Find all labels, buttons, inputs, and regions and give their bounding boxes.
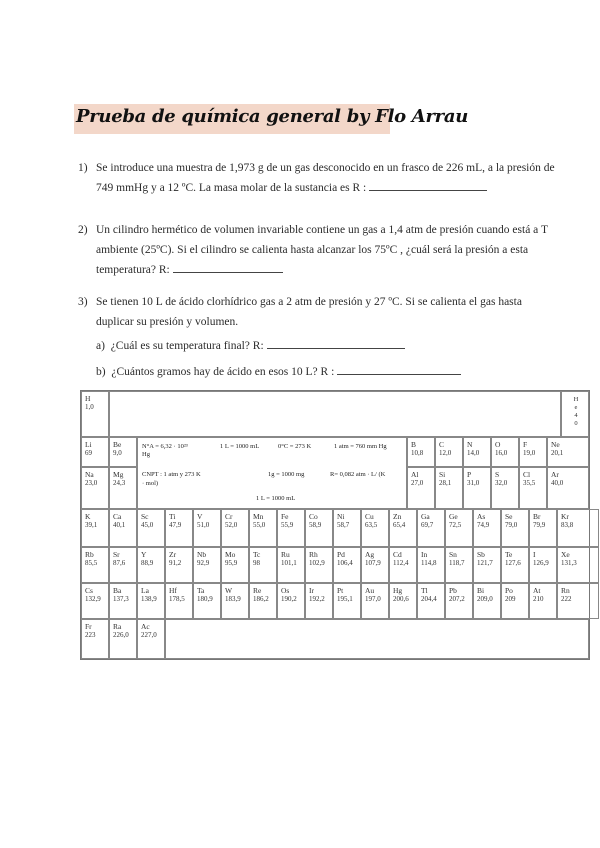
element-mass: 58,9 bbox=[309, 521, 322, 529]
element-symbol: Be bbox=[113, 440, 122, 449]
element-cell bbox=[519, 437, 547, 467]
element-symbol: Te bbox=[505, 550, 513, 559]
element-cell bbox=[81, 547, 109, 583]
element-symbol: Sr bbox=[113, 550, 120, 559]
element-cell bbox=[417, 583, 445, 619]
constant-cnpt: CNPT : 1 atm y 273 K bbox=[142, 471, 201, 478]
question-2 bbox=[78, 220, 578, 280]
element-mass: 16,0 bbox=[495, 449, 508, 457]
element-symbol: Tc bbox=[253, 550, 261, 559]
element-mass: 106,4 bbox=[337, 559, 353, 567]
element-cell bbox=[473, 509, 501, 547]
element-symbol: Ti bbox=[169, 512, 176, 521]
element-mass: 204,4 bbox=[421, 595, 437, 603]
element-symbol: Pb bbox=[449, 586, 457, 595]
element-mass: 55,9 bbox=[281, 521, 294, 529]
element-cell bbox=[305, 583, 333, 619]
element-cell bbox=[165, 583, 193, 619]
element-symbol: Na bbox=[85, 470, 94, 479]
element-mass: 88,9 bbox=[141, 559, 154, 567]
element-symbol: Ne bbox=[551, 440, 560, 449]
element-cell bbox=[249, 583, 277, 619]
element-cell bbox=[249, 509, 277, 547]
element-cell bbox=[529, 583, 557, 619]
element-symbol: Cu bbox=[365, 512, 374, 521]
element-symbol: Ra bbox=[113, 622, 122, 631]
element-mass: 52,0 bbox=[225, 521, 238, 529]
element-cell bbox=[81, 619, 109, 659]
element-symbol: Ru bbox=[281, 550, 290, 559]
element-symbol: Os bbox=[281, 586, 290, 595]
question-line: Se introduce una muestra de 1,973 g de un gas desconocido en un frasco de 226 mL, a la presión de bbox=[96, 162, 555, 174]
element-cell bbox=[137, 509, 165, 547]
element-mass: 65,4 bbox=[393, 521, 406, 529]
element-mass: 28,1 bbox=[439, 479, 452, 487]
element-mass: 63,5 bbox=[365, 521, 378, 529]
element-mass: 192,2 bbox=[309, 595, 325, 603]
element-cell bbox=[463, 437, 491, 467]
element-mass: 72,5 bbox=[449, 521, 462, 529]
element-cell bbox=[221, 547, 249, 583]
element-mass: 87,6 bbox=[113, 559, 126, 567]
element-mass: 227,0 bbox=[141, 631, 157, 639]
element-mass: 23,0 bbox=[85, 479, 98, 487]
element-cell bbox=[137, 583, 165, 619]
element-cell bbox=[109, 437, 137, 467]
element-mass: 24,3 bbox=[113, 479, 126, 487]
element-symbol: Ag bbox=[365, 550, 375, 559]
element-cell bbox=[529, 509, 557, 547]
element-mass: 58,7 bbox=[337, 521, 350, 529]
element-symbol: B bbox=[411, 440, 417, 449]
element-cell bbox=[109, 619, 137, 659]
question-line: temperatura? R: bbox=[96, 264, 170, 276]
element-symbol: Li bbox=[85, 440, 92, 449]
empty-row-1 bbox=[109, 391, 561, 437]
element-mass: 40,1 bbox=[113, 521, 126, 529]
element-mass: 127,6 bbox=[505, 559, 521, 567]
he-vertical-label bbox=[571, 396, 581, 428]
element-symbol: Au bbox=[365, 586, 375, 595]
empty-row-7 bbox=[165, 619, 589, 659]
periodic-table bbox=[80, 390, 590, 660]
constant-lg: 1g = 1000 mg bbox=[268, 471, 305, 478]
question-number: 3) bbox=[78, 296, 88, 308]
element-symbol: Mg bbox=[113, 470, 124, 479]
element-symbol: Bi bbox=[477, 586, 485, 595]
element-mass: 118,7 bbox=[449, 559, 465, 567]
element-symbol: Cs bbox=[85, 586, 93, 595]
element-mass: 226,0 bbox=[113, 631, 129, 639]
element-mass: 107,9 bbox=[365, 559, 381, 567]
element-symbol: Al bbox=[411, 470, 419, 479]
he-char: H bbox=[573, 396, 579, 403]
element-cell bbox=[109, 547, 137, 583]
element-symbol: Pt bbox=[337, 586, 344, 595]
element-symbol: Ta bbox=[197, 586, 205, 595]
element-symbol: Ni bbox=[337, 512, 345, 521]
element-symbol: Br bbox=[533, 512, 541, 521]
element-mass: 9,0 bbox=[113, 449, 122, 457]
element-symbol: La bbox=[141, 586, 149, 595]
element-cell bbox=[277, 547, 305, 583]
element-cell bbox=[81, 509, 109, 547]
element-cell bbox=[305, 547, 333, 583]
element-mass: 190,2 bbox=[281, 595, 297, 603]
element-symbol: Mo bbox=[225, 550, 236, 559]
element-cell bbox=[193, 509, 221, 547]
element-mass: 200,6 bbox=[393, 595, 409, 603]
question-line: ambiente (25ºC). Si el cilindro se calienta hasta alcanzar los 75ºC , ¿cuál será la presión a esta bbox=[96, 244, 529, 256]
element-symbol: In bbox=[421, 550, 428, 559]
element-mass: 51,0 bbox=[197, 521, 210, 529]
element-cell bbox=[445, 547, 473, 583]
element-symbol: Kr bbox=[561, 512, 569, 521]
page-title: Prueba de química general by Flo Arrau bbox=[76, 106, 468, 127]
element-mass: 98 bbox=[253, 559, 260, 567]
question-number: 2) bbox=[78, 224, 88, 236]
element-mass: 69 bbox=[85, 449, 92, 457]
element-mass: 178,5 bbox=[169, 595, 185, 603]
constant-liter-2: 1 L = 1000 mL bbox=[256, 495, 296, 502]
element-symbol: Hf bbox=[169, 586, 177, 595]
element-cell bbox=[389, 583, 417, 619]
sub-label: b) bbox=[96, 366, 106, 378]
element-cell bbox=[333, 547, 361, 583]
question-line: 749 mmHg y a 12 ºC. La masa molar de la sustancia es R : bbox=[96, 182, 367, 194]
answer-blank[interactable] bbox=[267, 336, 405, 349]
element-cell bbox=[333, 509, 361, 547]
element-symbol: Ge bbox=[449, 512, 458, 521]
element-mass: 55,0 bbox=[253, 521, 266, 529]
element-symbol: Y bbox=[141, 550, 147, 559]
element-mass: 92,9 bbox=[197, 559, 210, 567]
element-cell bbox=[221, 509, 249, 547]
constant-r: R= 0,082 atm · L/ (K bbox=[330, 471, 386, 478]
element-cell bbox=[445, 583, 473, 619]
element-symbol: Ba bbox=[113, 586, 122, 595]
element-cell bbox=[557, 547, 599, 583]
element-mass: 74,9 bbox=[477, 521, 490, 529]
element-symbol: Ir bbox=[309, 586, 314, 595]
element-mass: 102,9 bbox=[309, 559, 325, 567]
element-symbol: Sb bbox=[477, 550, 485, 559]
element-cell bbox=[491, 467, 519, 509]
subquestion-b bbox=[96, 362, 461, 378]
constants-box bbox=[137, 437, 407, 509]
element-mass: 137,3 bbox=[113, 595, 129, 603]
element-symbol: Ga bbox=[421, 512, 430, 521]
element-cell bbox=[445, 509, 473, 547]
element-mass: 131,3 bbox=[561, 559, 577, 567]
element-cell bbox=[193, 583, 221, 619]
element-mass: 69,7 bbox=[421, 521, 434, 529]
element-mass: 39,1 bbox=[85, 521, 98, 529]
element-cell bbox=[463, 467, 491, 509]
element-mass: 1,0 bbox=[85, 403, 94, 411]
element-symbol: Nb bbox=[197, 550, 207, 559]
answer-blank[interactable] bbox=[173, 260, 283, 273]
element-symbol: N bbox=[467, 440, 473, 449]
element-cell bbox=[407, 437, 435, 467]
element-cell bbox=[547, 437, 589, 467]
element-symbol: Rn bbox=[561, 586, 570, 595]
sub-text: ¿Cuál es su temperatura final? R: bbox=[110, 340, 264, 352]
element-mass: 114,8 bbox=[421, 559, 437, 567]
element-mass: 183,9 bbox=[225, 595, 241, 603]
element-symbol: Zn bbox=[393, 512, 402, 521]
element-cell bbox=[137, 547, 165, 583]
constant-na: N°A = 6,32 · 10²³ bbox=[142, 443, 188, 450]
element-cell bbox=[407, 467, 435, 509]
element-mass: 31,0 bbox=[467, 479, 480, 487]
element-symbol: Cd bbox=[393, 550, 402, 559]
he-char: 4 bbox=[574, 412, 578, 419]
element-mass: 20,1 bbox=[551, 449, 564, 457]
element-mass: 126,9 bbox=[533, 559, 549, 567]
element-mass: 27,0 bbox=[411, 479, 424, 487]
answer-blank[interactable] bbox=[369, 178, 487, 191]
element-symbol: Ca bbox=[113, 512, 122, 521]
element-cell bbox=[221, 583, 249, 619]
element-cell bbox=[137, 619, 165, 659]
element-cell bbox=[435, 467, 463, 509]
element-cell bbox=[361, 547, 389, 583]
element-mass: 85,5 bbox=[85, 559, 98, 567]
element-cell bbox=[389, 547, 417, 583]
element-cell bbox=[529, 547, 557, 583]
question-number: 1) bbox=[78, 162, 88, 174]
sub-text: ¿Cuántos gramos hay de ácido en esos 10 L? R : bbox=[111, 366, 335, 378]
element-mass: 223 bbox=[85, 631, 96, 639]
element-cell bbox=[491, 437, 519, 467]
element-cell bbox=[249, 547, 277, 583]
element-mass: 95,9 bbox=[225, 559, 238, 567]
element-cell bbox=[557, 583, 599, 619]
question-line: Se tienen 10 L de ácido clorhídrico gas a 2 atm de presión y 27 ºC. Si se calienta el gas hasta bbox=[96, 296, 522, 308]
constant-hg: Hg bbox=[142, 451, 150, 458]
element-mass: 101,1 bbox=[281, 559, 297, 567]
element-cell bbox=[501, 509, 529, 547]
element-symbol: C bbox=[439, 440, 445, 449]
element-symbol: Mn bbox=[253, 512, 264, 521]
element-cell bbox=[473, 583, 501, 619]
element-cell bbox=[81, 391, 109, 437]
element-symbol: Cr bbox=[225, 512, 233, 521]
element-mass: 195,1 bbox=[337, 595, 353, 603]
element-mass: 209,0 bbox=[477, 595, 493, 603]
element-symbol: W bbox=[225, 586, 233, 595]
element-cell bbox=[501, 547, 529, 583]
he-char: e bbox=[574, 404, 578, 411]
element-symbol: Ac bbox=[141, 622, 150, 631]
element-mass: 79,0 bbox=[505, 521, 518, 529]
element-mass: 32,0 bbox=[495, 479, 508, 487]
element-cell bbox=[435, 437, 463, 467]
element-mass: 138,9 bbox=[141, 595, 157, 603]
element-mass: 207,2 bbox=[449, 595, 465, 603]
element-mass: 47,9 bbox=[169, 521, 182, 529]
he-char: 0 bbox=[574, 420, 578, 427]
element-cell bbox=[547, 467, 589, 509]
constant-atm: 1 atm = 760 mm Hg bbox=[334, 443, 387, 450]
element-mass: 209 bbox=[505, 595, 516, 603]
element-mass: 112,4 bbox=[393, 559, 409, 567]
sub-label: a) bbox=[96, 340, 105, 352]
element-mass: 186,2 bbox=[253, 595, 269, 603]
element-mass: 40,0 bbox=[551, 479, 564, 487]
question-3 bbox=[78, 292, 578, 332]
element-symbol: At bbox=[533, 586, 541, 595]
element-cell bbox=[277, 509, 305, 547]
answer-blank[interactable] bbox=[337, 362, 461, 375]
element-cell bbox=[81, 437, 109, 467]
element-cell bbox=[165, 547, 193, 583]
element-symbol: Co bbox=[309, 512, 318, 521]
element-cell bbox=[165, 509, 193, 547]
element-mass: 121,7 bbox=[477, 559, 493, 567]
question-line: Un cilindro hermético de volumen invariable contiene un gas a 1,4 atm de presión cuando está a T bbox=[96, 224, 548, 236]
subquestion-a bbox=[96, 336, 405, 352]
element-symbol: Sc bbox=[141, 512, 149, 521]
element-mass: 132,9 bbox=[85, 595, 101, 603]
element-mass: 10,8 bbox=[411, 449, 424, 457]
element-symbol: I bbox=[533, 550, 536, 559]
element-symbol: Re bbox=[253, 586, 262, 595]
element-symbol: O bbox=[495, 440, 501, 449]
element-mass: 180,9 bbox=[197, 595, 213, 603]
element-mass: 79,9 bbox=[533, 521, 546, 529]
element-cell bbox=[81, 467, 109, 509]
element-cell bbox=[81, 583, 109, 619]
element-cell bbox=[417, 547, 445, 583]
element-symbol: Po bbox=[505, 586, 513, 595]
element-cell bbox=[193, 547, 221, 583]
element-symbol: Si bbox=[439, 470, 446, 479]
element-cell bbox=[277, 583, 305, 619]
element-mass: 45,0 bbox=[141, 521, 154, 529]
constant-liter: 1 L = 1000 mL bbox=[220, 443, 260, 450]
constant-mol: · mol) bbox=[142, 480, 159, 487]
element-symbol: Zr bbox=[169, 550, 177, 559]
element-mass: 12,0 bbox=[439, 449, 452, 457]
element-mass: 210 bbox=[533, 595, 544, 603]
element-mass: 197,0 bbox=[365, 595, 381, 603]
element-symbol: H bbox=[85, 394, 91, 403]
element-symbol: Sn bbox=[449, 550, 457, 559]
question-line: duplicar su presión y volumen. bbox=[96, 316, 239, 328]
constant-kelvin: 0°C = 273 K bbox=[278, 443, 312, 450]
element-symbol: Rh bbox=[309, 550, 318, 559]
element-symbol: Xe bbox=[561, 550, 570, 559]
element-mass: 222 bbox=[561, 595, 572, 603]
element-cell bbox=[305, 509, 333, 547]
element-symbol: S bbox=[495, 470, 500, 479]
element-symbol: Hg bbox=[393, 586, 403, 595]
element-mass: 91,2 bbox=[169, 559, 182, 567]
element-cell bbox=[109, 509, 137, 547]
element-cell bbox=[389, 509, 417, 547]
element-symbol: P bbox=[467, 470, 472, 479]
element-symbol: K bbox=[85, 512, 91, 521]
element-mass: 35,5 bbox=[523, 479, 536, 487]
element-cell bbox=[557, 509, 599, 547]
element-symbol: Tl bbox=[421, 586, 428, 595]
element-cell bbox=[109, 583, 137, 619]
question-1 bbox=[78, 158, 578, 198]
element-symbol: Fe bbox=[281, 512, 289, 521]
element-cell bbox=[361, 509, 389, 547]
element-symbol: Cl bbox=[523, 470, 531, 479]
element-cell bbox=[501, 583, 529, 619]
element-symbol: Pd bbox=[337, 550, 345, 559]
element-mass: 19,0 bbox=[523, 449, 536, 457]
element-cell bbox=[333, 583, 361, 619]
element-cell bbox=[417, 509, 445, 547]
element-cell bbox=[361, 583, 389, 619]
element-mass: 14,0 bbox=[467, 449, 480, 457]
element-symbol: Ar bbox=[551, 470, 559, 479]
element-symbol: As bbox=[477, 512, 486, 521]
element-symbol: Se bbox=[505, 512, 513, 521]
element-cell-he bbox=[561, 391, 589, 437]
element-symbol: F bbox=[523, 440, 528, 449]
element-symbol: Rb bbox=[85, 550, 94, 559]
element-cell bbox=[109, 467, 137, 509]
element-cell bbox=[473, 547, 501, 583]
element-symbol: Fr bbox=[85, 622, 92, 631]
element-symbol: V bbox=[197, 512, 203, 521]
element-cell bbox=[519, 467, 547, 509]
element-mass: 83,8 bbox=[561, 521, 574, 529]
